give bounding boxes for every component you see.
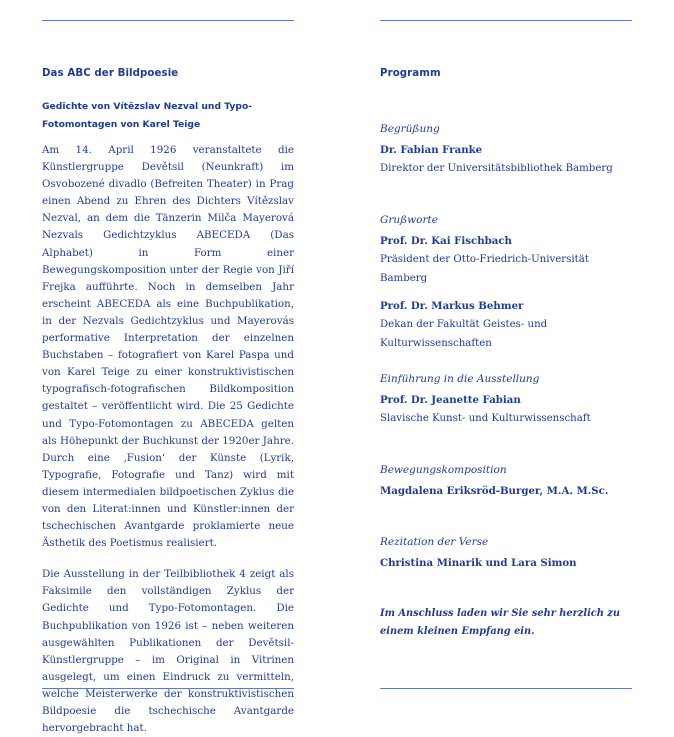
- speaker-role: Direktor der Universitätsbibliothek Bamberg: [380, 163, 613, 174]
- top-rule-right: [380, 20, 632, 21]
- performer-name: Christina Minarik und Lara Simon: [380, 557, 577, 569]
- speaker-name: Dr. Fabian Franke: [380, 144, 483, 156]
- section-label: Begrüßung: [380, 123, 440, 135]
- right-column: [380, 68, 635, 637]
- section-label: Bewegungskomposition: [380, 464, 507, 476]
- left-column: [42, 68, 294, 737]
- section-introduction: [380, 371, 635, 428]
- top-rule-left: [42, 20, 294, 21]
- program-title: Programm: [380, 68, 441, 79]
- speaker-name: Prof. Dr. Kai Fischbach: [380, 235, 512, 247]
- section-welcome: [380, 121, 635, 178]
- subtitle: Gedichte von Vítězslav Nezval und Typo-Fotomontagen von Karel Teige: [42, 101, 253, 130]
- bottom-rule-right: [380, 688, 632, 689]
- speaker-name: Prof. Dr. Jeanette Fabian: [380, 394, 521, 406]
- performer-name: Magdalena Eriksröd-Burger, M.A. M.Sc.: [380, 485, 609, 497]
- speaker-name: Prof. Dr. Markus Behmer: [380, 300, 524, 312]
- section-movement: [380, 462, 635, 499]
- section-recitation: [380, 534, 635, 571]
- section-label: Grußworte: [380, 214, 438, 226]
- page-title: Das ABC der Bildpoesie: [42, 68, 179, 79]
- intro-paragraph: Am 14. April 1926 veranstaltete die Künstlergruppe Devětsil (Neunkraft) im Osvobozené divadlo (Befreiten Theater) in Prag einen Abend zu Ehren des Dichters Vítězslav Nezval, an dem die Tänzerin Milča Mayerová Nezvals Gedichtzyklus ABECEDA (Das Alphabet) in Form einer Bewegungskomposition unter der Regie von Jiří Frejka aufführte. Noch in demselben Jahr erscheint ABECEDA als eine Buchpublikation, in der Nezvals Gedichtzyklus und Mayerovás performative Interpretation der einzelnen Buchstaben – fotografiert von Karel Paspa und von Karel Teige zu einer konstruktivistischen typografisch-fotografischen Bildkomposition gestaltet – veröffentlicht wird. Die 25 Gedichte und Typo-Fotomontagen zu ABECEDA gelten als Höhepunkt der Buchkunst der 1920er Jahre. Durch eine ‚Fusion‘ der Künste (Lyrik, Typografie, Fotografie und Tanz) wird mit diesem intermedialen bildpoetischen Zyklus die von den Literat:innen und Künstler:innen der tschechischen Avantgarde proklamierte neue Ästhetik des Poetismus realisiert.: [42, 144, 294, 550]
- speaker-role: Präsident der Otto-Friedrich-Universität Bamberg: [380, 254, 589, 284]
- section-label: Einführung in die Ausstellung: [380, 373, 540, 385]
- exhibition-paragraph: Die Ausstellung in der Teilbibliothek 4 zeigt als Faksimile den vollständigen Zyklus der Gedichte und Typo-Fotomontagen. Die Buchpublikation von 1926 ist – neben weiteren ausgewählten Publikationen der Devětsil-Künstlergruppe – im Original in Vitrinen ausgelegt, um einen Eindruck zu vermitteln, welche Meisterwerke der konstruktivistischen Bildpoesie die tschechische Avantgarde hervorgebracht hat.: [42, 568, 294, 735]
- speaker-role: Dekan der Fakultät Geistes- und Kulturwissenschaften: [380, 319, 548, 349]
- section-label: Rezitation der Verse: [380, 536, 489, 548]
- closing-invitation: Im Anschluss laden wir Sie sehr herzlich zu einem kleinen Empfang ein.: [380, 608, 620, 637]
- section-greetings: [380, 212, 635, 353]
- speaker-role: Slavische Kunst- und Kulturwissenschaft: [380, 413, 591, 424]
